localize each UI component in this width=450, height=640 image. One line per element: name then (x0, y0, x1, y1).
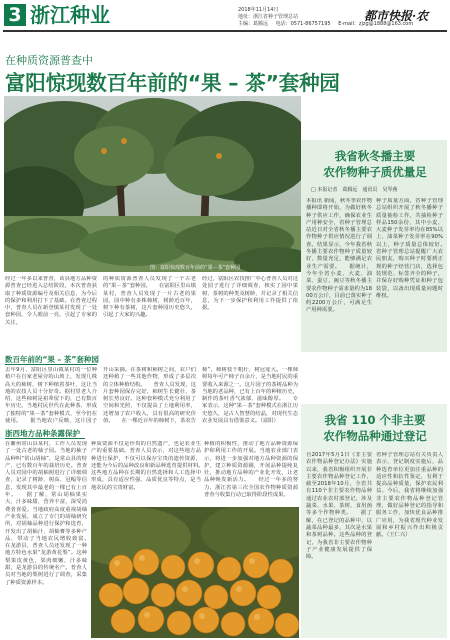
page-number: 3 (4, 4, 26, 26)
box2-title-line1: 我省 110 个非主要 (324, 413, 426, 427)
section2-col1: 在衢州常山县某村，工作人员发现了一处古老的柚子园。当地的柚子品种叫“常山胡柚”，是常山县的特产，已有数百年的栽培历史。普查人员对园中的胡柚树进行了详细调查，记录了树龄、树高、冠幅等信息，发现其中最老的一棵已有上百年。 据了解，常山胡柚果实大、汁多味甜，营养丰富，深受消费者喜爱。当地政府高度重视胡柚产业发展，成立了专门的胡柚研究所，对胡柚品种进行保护和选育，开发出了胡柚汁、胡柚膏等多种产品，带动了当地农民增收致富。 在龙游县，普查人员还发现了一种地方特色水果“龙游黄花梨”。这种梨果皮黄色，果肉细嫩，汁多味甜，是龙游县的传统名产。普查人员对当地的梨树进行了调查，采集了种质资源样本。 (5, 441, 87, 586)
section-title: 浙江种业 (30, 3, 110, 27)
article-col1-intro: 经过一年多以来普查，该县地方品种资源普查已经进入总结阶段，本次普查获取了种质资源编号及相关信息，为今后的保护和利用打下了基础。在普查过程中，普查人员在新登镇某村发现了一处套种园，令人眼前一亮，引起了专家的关注。 (5, 276, 97, 326)
article-col3-intro: 经过，富阳区农技推广中心普查人员对这处园子进行了详细调查，核实了园中果树、茶树的种类及树龄，并记录了相关信息，为下一步保护和利用工作提供了依据。 (202, 276, 298, 312)
section2-col3: 种植的积极性，推动了地方品种资源保护和利用工作的开展。当地农业部门表示，将进一步加强对地方品种资源的保护，建立种质资源圃，开展品种提纯复壮，推动地方品种的产业化开发，让老品种焕发新活力。 经过一年多的努力，浙江省第三次全国农作物种质资源普查与收集行动已取得阶段性成果。 (204, 441, 298, 499)
article-col2-intro: 的种质资源普查人员发现了一个古老的“果－茶”套种园。 在富阳区里山镇某村，普查人员发现了一片古老的果园，园中种有多株柿树，树龄近百年，树下种有茶树，这片套种园历史悠久，引起了大家的兴趣。 (103, 276, 196, 319)
section1-col1: 去年9月，富阳区里山镇某村的一位种植户在自家老屋旁的山坡上，发现几株高大的柿树，树下种植着茶叶，这让当地的农技人员十分好奇。据村里老人介绍，这些柿树是祖辈留下的，已有数百年历史。当地村民世代在此种茶，形成了独特的“果－茶”套种模式，至今仍在使用。 据当地农户反映，这片园子 (5, 367, 97, 424)
sidebar-article-registration (301, 404, 447, 638)
editor-name: 主编：葛腾远 (238, 21, 269, 27)
persimmon-photo (91, 507, 299, 638)
box1-title-line1: 我省秋冬播主要 (334, 149, 416, 163)
section2-rule (5, 438, 85, 439)
editorial-address: 地址：浙江省种子管理总站 (238, 14, 299, 20)
newspaper-logo: 都市快报·农 (364, 9, 429, 23)
orchard-image (4, 96, 301, 272)
section2-col2: 种质资源不仅是珍贵的自然遗产，也是农业生产的重要基础。普查人员表示，对这些地方品种进行保护，不仅可以保存宝贵的遗传资源，还能为今后的品种改良和新品种选育提供材料。 这些地方品种在长期的自然选择和人工选择中形成，具有适应性强、品质优良等特点，是当地农民的宝贵财富。 (91, 441, 201, 491)
orchard-photo-caption: 图：富阳惊现数百年前的“果－茶”套种园 (150, 265, 241, 271)
section1-title: 数百年前的“果 – 茶”套种园 (5, 355, 99, 364)
section2-title: 浙西地方品种条露保护 (5, 429, 80, 438)
section1-rule (5, 364, 97, 365)
box2-title-line2: 农作物品种通过登记 (323, 429, 427, 443)
box1-title-line2: 农作物种子质优量足 (323, 165, 427, 179)
box1-byline: □ 本报记者 葛腾远 通讯员 吴琴燕 (311, 187, 398, 193)
article-kicker: 在种质资源普查中 (5, 54, 93, 67)
persimmon-image (91, 507, 299, 638)
editor-email: E-mail：zjzg@1888@163.com (338, 21, 414, 27)
box1-col1: 本报讯 新闻，秋冬季农作物播种即将开始，为做好秋冬种子供应工作，确保农业生产用种安全，省种子管理总站近日对全省秋冬播主要农作物种子供应情况进行了调查。结果显示，今年我省秋冬播主要农作物种子质量较好、数量充足，能够满足农业生产需要。 据统计，今年全省小麦、大麦、油菜、蚕豆、豌豆等秋冬播主要农作物种子需求量约为1800万公斤，目前已落实种子约2200万公斤，可满足生产用种需要。 (306, 198, 372, 314)
section1-col3: 柿”，柿树枝干粗壮，树冠庞大。一棵柿树每年可产柿子百余斤，是当地村民的重要收入来源之一。这片园子的茶树品种为当地的老品种，已有上百年的种植历史，制作的茶叶香气浓郁、滋味醇厚。 专家表示，这种“果－茶”套种模式在浙江历史悠久，是古人智慧的结晶，对现代生态农业发展具有借鉴意义。（富阳） (202, 367, 298, 424)
editor-phone: 电话：0571-86757195 (275, 21, 331, 27)
orchard-photo (4, 96, 301, 272)
masthead-rule (3, 30, 447, 32)
box1-col2: 种子质量方面，省种子管理总站组织开展了秋冬播种子质量抽检工作，共抽检种子样品150余份，其中小麦、大麦种子发芽率均在85%以上，油菜种子发芽率在90%以上，种子质量总体较好。 省种子管理总站提醒广大农民朋友，购买种子时要到正规的种子经营门店，选择包装规范、标签齐全的种子，并保存好购种凭证和种子包装袋，以备出现质量问题时维权。 (376, 198, 443, 299)
box2-col1: 自2017年5月1日《非主要农作物品种登记办法》实施以来，我省积极组织开展非主要农作物品种登记工作，截至2018年10月，全省共有110个非主要农作物品种通过农业农村部登记，涉及蔬菜、水果、茶树、食用菌等多个作物种类。 据了解，在已登记的品种中，以蔬菜品种最多，其次是水果和茶树品种。这些品种的登记，为我省非主要农作物种子产业健康发展提供了保障。 (306, 452, 372, 561)
section1-col2: 开山采摘。在茶树和柿树之间，农户们还种植了一些其他作物，形成了多层次的立体种植结构。 普查人员发现，这片套种园保存完好，柿树生长健壮，茶树长势良好。这种套种模式充分利用了空间和光照，不仅提高了土地利用率，还增加了农户收入，具有很高的研究价值。 在一棵近百年的柿树下，茶农告 (103, 367, 196, 424)
masthead (0, 0, 450, 30)
box2-col2: 省种子管理总站有关负责人表示，登记制度实施后，品种选育单位更加注重品种的适应性和抗性鉴定，有利于提高品种质量，保护农民利益。今后，我省将继续加强非主要农作物品种登记管理，做好品种登记的指导和服务工作，加快优良品种推广应用，为我省现代种业发展和乡村振兴作出积极贡献。（王仁兴） (376, 452, 443, 539)
issue-date: 2018年11月14日 (238, 7, 279, 13)
article-headline: 富阳惊现数百年前的“果 – 茶”套种园 (5, 71, 340, 95)
sidebar-article-seeds (301, 140, 447, 352)
